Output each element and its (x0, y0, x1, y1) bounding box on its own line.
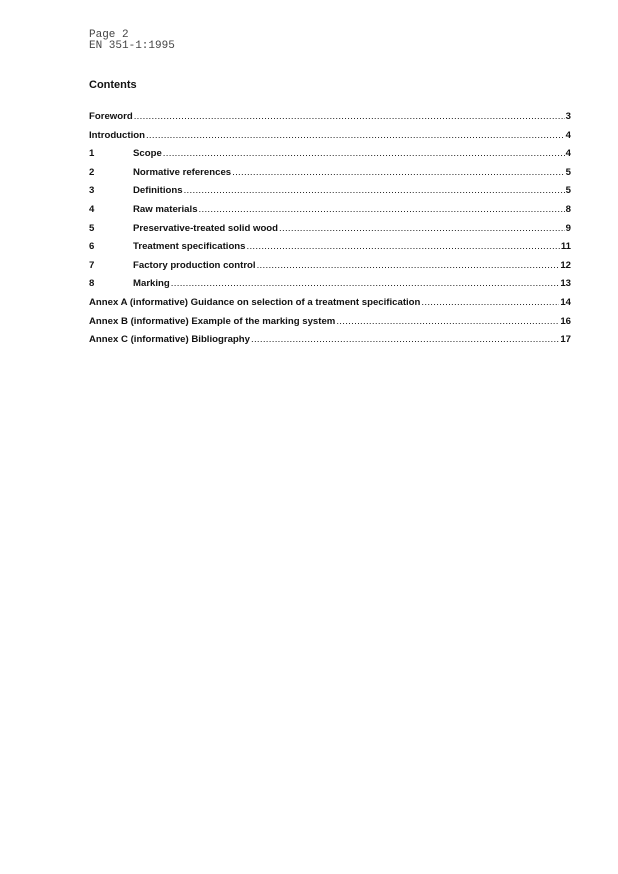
toc-page: 4 (565, 148, 571, 160)
toc-leader (184, 185, 565, 196)
toc-entry[interactable] (89, 185, 571, 204)
toc-entry[interactable] (89, 130, 571, 149)
toc-leader (146, 130, 565, 141)
toc-leader (171, 278, 560, 289)
contents-heading: Contents (89, 79, 137, 91)
toc-page: 4 (565, 129, 571, 141)
toc-entry[interactable] (89, 334, 571, 353)
toc-page: 3 (565, 111, 571, 122)
toc-leader (247, 241, 560, 252)
toc-leader (257, 260, 560, 271)
toc-title: Annex A (informative) Guidance on selection of a treatment specification (89, 296, 421, 308)
toc-leader (134, 111, 565, 122)
toc-title: Normative references (133, 166, 232, 178)
toc-title: Introduction (89, 129, 145, 141)
toc-page: 17 (560, 334, 571, 346)
toc-title: Annex B (informative) Example of the marking system (89, 315, 336, 327)
toc-page: 14 (560, 296, 571, 308)
page-number: Page 2 (89, 29, 129, 41)
toc-leader (232, 167, 565, 178)
toc-number: 2 (89, 166, 95, 178)
toc-number: 8 (89, 278, 95, 290)
standard-id: EN 351-1:1995 (89, 40, 175, 52)
toc-title: Treatment specifications (133, 241, 246, 253)
toc-number: 1 (89, 148, 95, 160)
toc-title: Factory production control (133, 259, 256, 271)
toc-entry[interactable] (89, 297, 571, 316)
toc-page: 9 (565, 222, 571, 234)
toc-title: Definitions (133, 185, 183, 197)
toc-number: 3 (89, 185, 95, 197)
toc-leader (336, 316, 559, 327)
toc-entry[interactable] (89, 111, 571, 130)
toc-leader (421, 297, 559, 308)
toc-title: Annex C (informative) Bibliography (89, 334, 250, 346)
toc-number: 5 (89, 222, 95, 234)
toc-title: Preservative-treated solid wood (133, 222, 279, 234)
toc-page: 13 (560, 278, 571, 290)
toc-entry[interactable] (89, 204, 571, 223)
toc-number: 6 (89, 241, 95, 253)
toc-entry[interactable] (89, 167, 571, 186)
toc-leader (163, 148, 565, 159)
toc-page: 8 (565, 203, 571, 215)
toc-number: 7 (89, 259, 95, 271)
table-of-contents (89, 111, 571, 353)
toc-title: Raw materials (133, 203, 198, 215)
toc-number: 4 (89, 203, 95, 215)
toc-entry[interactable] (89, 148, 571, 167)
toc-entry[interactable] (89, 260, 571, 279)
toc-title: Scope (133, 148, 162, 160)
toc-title: Marking (133, 278, 170, 290)
toc-page: 16 (560, 315, 571, 327)
toc-title: Foreword (89, 111, 133, 122)
toc-page: 5 (565, 166, 571, 178)
toc-page: 5 (565, 185, 571, 197)
toc-entry[interactable] (89, 316, 571, 335)
toc-page: 11 (560, 241, 571, 253)
toc-leader (251, 334, 559, 345)
toc-page: 12 (560, 259, 571, 271)
toc-leader (199, 204, 565, 215)
toc-leader (279, 223, 565, 234)
toc-entry[interactable] (89, 223, 571, 242)
toc-entry[interactable] (89, 241, 571, 260)
toc-entry[interactable] (89, 278, 571, 297)
